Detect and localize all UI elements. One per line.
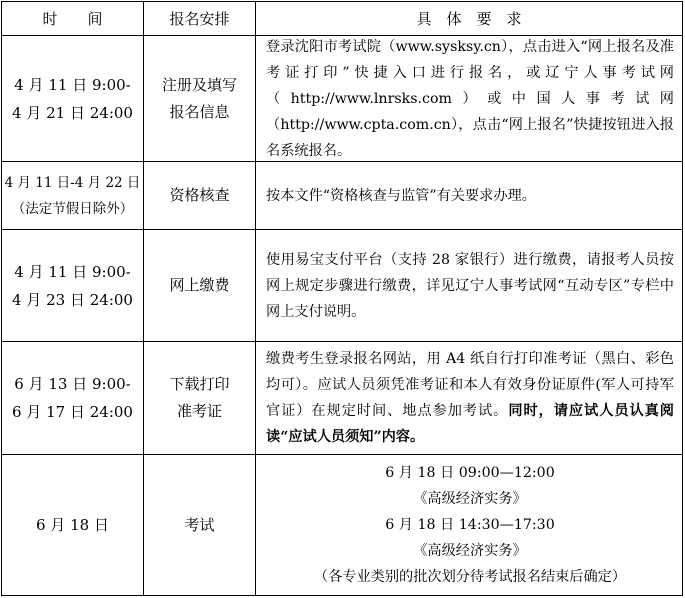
registration-schedule-table	[1, 1, 683, 596]
requirement-text: 按本文件“资格核查与监管”有关要求办理。	[266, 187, 536, 204]
exam-subject: 《高级经济实务》	[413, 491, 527, 507]
arrangement-label: 考试	[184, 515, 215, 534]
arrangement-cell	[144, 455, 256, 595]
time-start: 4 月 11 日 9:00-	[14, 262, 131, 281]
header-arrangement-label: 报名安排	[169, 10, 230, 28]
header-requirements	[256, 2, 682, 35]
table-row	[2, 161, 682, 229]
arrangement-cell	[144, 162, 256, 229]
requirement-cell	[256, 455, 682, 595]
requirement-text: 缴费考生登录报名网站，用 A4 纸自行打印准考证（黑白、彩色均可）。应试人员须凭准考证和本人有效身份证原件(军人可持军官证）在规定时间、地点参加考试。	[266, 351, 674, 419]
arrangement-label: 网上缴费	[169, 276, 230, 294]
header-requirements-label: 具 体 要 求	[416, 10, 522, 28]
time-cell	[2, 455, 144, 595]
arrangement-cell	[144, 36, 256, 161]
arrangement-cell	[144, 342, 256, 454]
exam-note: （各专业类别的批次划分待考试报名结束后确定）	[313, 569, 627, 585]
table-row	[2, 341, 682, 454]
table-row	[2, 229, 682, 341]
requirement-cell	[256, 342, 682, 454]
arrangement-label: 准考证	[176, 402, 222, 420]
time-start: 4 月 11 日 9:00-	[14, 75, 131, 94]
time-start: 4 月 11 日-4 月 22 日	[4, 174, 141, 191]
exam-subject: 《高级经济实务》	[413, 543, 527, 559]
time-cell	[2, 36, 144, 161]
arrangement-label: 注册及填写	[161, 75, 237, 94]
table-row	[2, 454, 682, 595]
time-cell	[2, 162, 144, 229]
time-end: 4 月 23 日 24:00	[12, 290, 133, 309]
requirement-text: 使用易宝支付平台（支持 28 家银行）进行缴费，请报考人员按网上规定步骤进行缴费，详见辽宁人事考试网“互动专区”专栏中网上支付说明。	[266, 251, 674, 320]
requirement-cell	[256, 162, 682, 229]
arrangement-label: 下载打印	[169, 375, 230, 393]
time-end: 4 月 21 日 24:00	[12, 103, 133, 122]
arrangement-label: 报名信息	[169, 102, 230, 121]
header-arrangement	[144, 2, 256, 35]
header-time-label: 时 间	[42, 10, 103, 28]
requirement-cell	[256, 36, 682, 161]
requirement-cell	[256, 230, 682, 341]
exam-session-time: 6 月 18 日 14:30—17:30	[385, 517, 555, 533]
exam-session-time: 6 月 18 日 09:00—12:00	[385, 465, 555, 481]
arrangement-label: 资格核查	[169, 186, 230, 204]
time-start: 6 月 13 日 9:00-	[14, 375, 131, 393]
exam-date: 6 月 18 日	[36, 516, 109, 534]
table-header-row	[2, 2, 682, 35]
time-cell	[2, 342, 144, 454]
table-row	[2, 35, 682, 161]
requirement-text: 登录沈阳市考试院（www.sysksy.cn），点击进入“网上报名及准考证打印”快捷入口进行报名，或辽宁人事考试网（http://www.lnrsks.com）或中国人事考试网（http://www.cpta.com.cn），点击“网上报名”快捷按钮进入报名系统报名。	[266, 38, 674, 159]
time-note: （法定节假日除外）	[11, 200, 134, 217]
time-end: 6 月 17 日 24:00	[12, 403, 133, 421]
time-cell	[2, 230, 144, 341]
requirement-emphasis: 同时，请应试人员认真阅读“应试人员须知”内容。	[266, 403, 674, 445]
arrangement-cell	[144, 230, 256, 341]
header-time	[2, 2, 144, 35]
